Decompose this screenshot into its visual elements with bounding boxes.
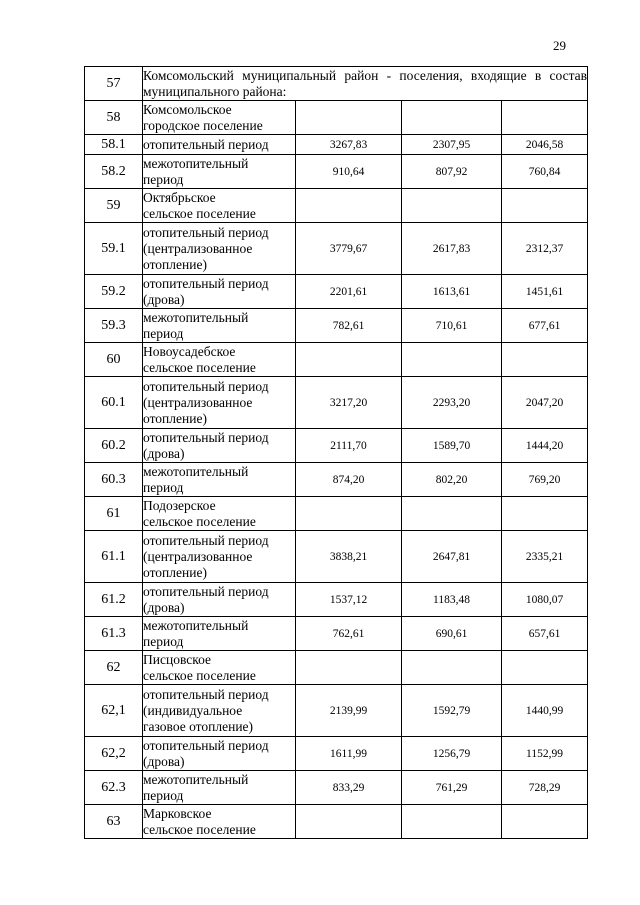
row-description-text: межотопительный период [143,155,249,187]
row-description-text: межотопительный период [143,463,249,495]
row-description-text: отопительный период (дрова) [143,429,269,461]
tariff-value-3: 677,61 [502,309,588,343]
row-description [143,155,296,189]
tariff-table [84,66,588,839]
row-description [143,343,296,377]
row-description-text: Комсомольский муниципальный район - поселения, входящие в состав муниципального района: [143,67,588,99]
tariff-value-3: 2047,20 [502,377,588,429]
row-number: 62,1 [85,685,143,737]
tariff-value-1: 3838,21 [296,531,402,583]
tariff-value-2: 2617,83 [402,223,502,275]
table-row [85,223,588,275]
tariff-value-2: 1613,61 [402,275,502,309]
row-description-text: Подозерское сельское поселение [143,497,256,529]
row-description-text: межотопительный период [143,771,249,803]
table-row [85,737,588,771]
tariff-value-2: 1592,79 [402,685,502,737]
table-row [85,685,588,737]
row-description-text: Октябрьское сельское поселение [143,189,256,221]
tariff-value-1 [296,651,402,685]
tariff-value-2: 807,92 [402,155,502,189]
tariff-value-2: 1589,70 [402,429,502,463]
row-description [143,101,296,135]
tariff-value-3: 1444,20 [502,429,588,463]
table-row [85,275,588,309]
tariff-value-2: 2293,20 [402,377,502,429]
tariff-value-2: 710,61 [402,309,502,343]
tariff-value-2 [402,343,502,377]
row-number: 57 [85,67,143,101]
tariff-value-2 [402,497,502,531]
tariff-value-3: 760,84 [502,155,588,189]
row-number: 60 [85,343,143,377]
row-number: 58.2 [85,155,143,189]
table-row [85,617,588,651]
tariff-value-2: 1256,79 [402,737,502,771]
row-number: 59.3 [85,309,143,343]
row-description-text: отопительный период (централизованное отопление) [143,224,269,272]
row-description [143,463,296,497]
row-description [143,223,296,275]
table-row [85,135,588,155]
table-row [85,67,588,101]
row-description-text: отопительный период (индивидуальное газовое отопление) [143,686,269,734]
row-number: 59 [85,189,143,223]
row-description [143,771,296,805]
tariff-value-1: 2201,61 [296,275,402,309]
table-row [85,377,588,429]
row-description-text: отопительный период (централизованное отопление) [143,378,269,426]
row-description [143,651,296,685]
tariff-value-2: 2307,95 [402,135,502,155]
row-number: 62.3 [85,771,143,805]
tariff-value-3: 1451,61 [502,275,588,309]
tariff-value-1 [296,497,402,531]
tariff-value-1 [296,189,402,223]
row-description-text: отопительный период [143,136,269,152]
tariff-value-1: 1537,12 [296,583,402,617]
row-description [143,685,296,737]
row-number: 59.2 [85,275,143,309]
tariff-value-1 [296,343,402,377]
tariff-value-1: 874,20 [296,463,402,497]
tariff-value-3: 769,20 [502,463,588,497]
row-description [143,617,296,651]
tariff-value-2: 761,29 [402,771,502,805]
district-heading [143,67,588,101]
row-number: 62 [85,651,143,685]
tariff-value-1: 3267,83 [296,135,402,155]
tariff-value-1: 910,64 [296,155,402,189]
tariff-value-3 [502,343,588,377]
tariff-value-1 [296,101,402,135]
table-row [85,651,588,685]
table-row [85,309,588,343]
table-row [85,583,588,617]
tariff-value-1: 1611,99 [296,737,402,771]
table-row [85,189,588,223]
tariff-value-3: 1152,99 [502,737,588,771]
tariff-value-2 [402,805,502,839]
tariff-value-3: 1440,99 [502,685,588,737]
row-description [143,377,296,429]
row-description-text: отопительный период (дрова) [143,583,269,615]
page-number: 29 [553,38,566,53]
tariff-value-3 [502,805,588,839]
tariff-table-body [85,67,588,839]
row-description [143,135,296,155]
tariff-value-1: 2111,70 [296,429,402,463]
row-number: 61.2 [85,583,143,617]
tariff-value-1: 833,29 [296,771,402,805]
tariff-value-2: 690,61 [402,617,502,651]
row-number: 58 [85,101,143,135]
row-description-text: отопительный период (централизованное отопление) [143,532,269,580]
row-description-text: межотопительный период [143,617,249,649]
tariff-value-1: 2139,99 [296,685,402,737]
row-description [143,189,296,223]
row-description-text: Писцовское сельское поселение [143,651,256,683]
tariff-value-1 [296,805,402,839]
row-number: 62,2 [85,737,143,771]
row-description [143,805,296,839]
tariff-value-2: 2647,81 [402,531,502,583]
tariff-value-2: 802,20 [402,463,502,497]
table-row [85,155,588,189]
tariff-value-1: 3779,67 [296,223,402,275]
row-description [143,429,296,463]
tariff-value-2: 1183,48 [402,583,502,617]
tariff-value-3: 1080,07 [502,583,588,617]
tariff-value-2 [402,651,502,685]
tariff-value-3: 2046,58 [502,135,588,155]
row-number: 61 [85,497,143,531]
row-number: 58.1 [85,135,143,155]
row-description [143,737,296,771]
row-description-text: отопительный период (дрова) [143,275,269,307]
row-description-text: Марковское сельское поселение [143,805,256,837]
tariff-value-2 [402,101,502,135]
row-description [143,275,296,309]
table-row [85,101,588,135]
row-number: 63 [85,805,143,839]
tariff-value-3 [502,651,588,685]
row-description [143,531,296,583]
table-row [85,771,588,805]
row-description-text: отопительный период (дрова) [143,737,269,769]
tariff-value-1: 3217,20 [296,377,402,429]
tariff-value-3: 2312,37 [502,223,588,275]
table-row [85,343,588,377]
row-description-text: Комсомольское городское поселение [143,101,263,133]
row-description [143,497,296,531]
tariff-value-1: 762,61 [296,617,402,651]
row-description [143,583,296,617]
row-number: 60.2 [85,429,143,463]
row-description-text: Новоусадебское сельское поселение [143,343,256,375]
row-description-text: межотопительный период [143,309,249,341]
row-number: 59.1 [85,223,143,275]
row-number: 61.1 [85,531,143,583]
tariff-value-2 [402,189,502,223]
row-number: 61.3 [85,617,143,651]
table-row [85,429,588,463]
tariff-value-3 [502,497,588,531]
tariff-value-3: 2335,21 [502,531,588,583]
row-number: 60.1 [85,377,143,429]
tariff-value-3: 728,29 [502,771,588,805]
tariff-value-3: 657,61 [502,617,588,651]
table-row [85,497,588,531]
table-row [85,463,588,497]
table-row [85,531,588,583]
tariff-value-3 [502,101,588,135]
table-row [85,805,588,839]
row-description [143,309,296,343]
tariff-value-3 [502,189,588,223]
tariff-value-1: 782,61 [296,309,402,343]
row-number: 60.3 [85,463,143,497]
